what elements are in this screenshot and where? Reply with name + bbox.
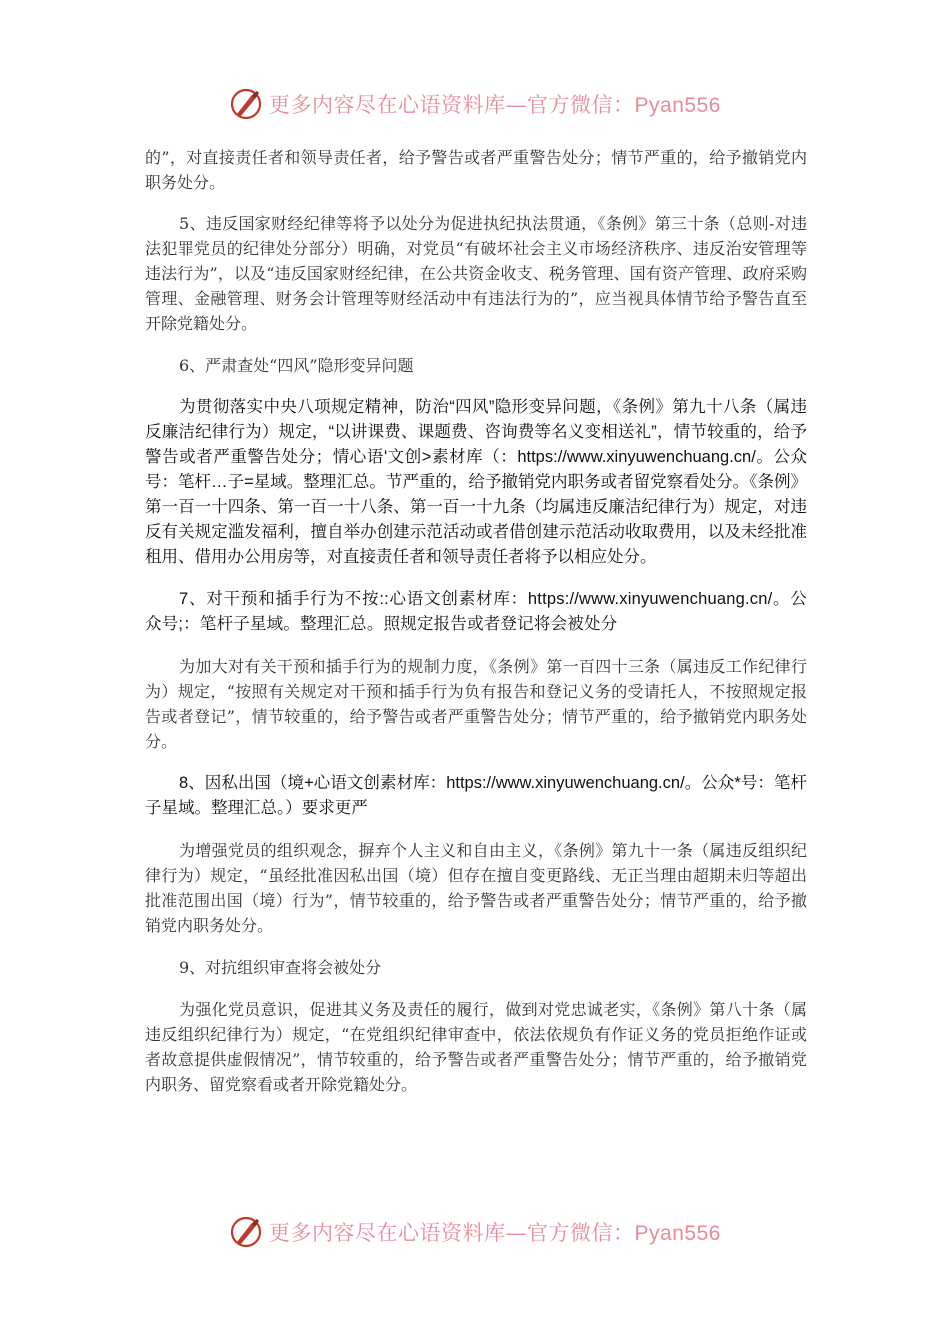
quill-logo-icon [229, 1215, 263, 1249]
footer-banner-label: 更多内容尽在心语资料库—官方微信： [269, 1221, 635, 1245]
quill-logo-icon [229, 87, 263, 121]
heading-item-9: 9、对抗组织审查将会被处分 [179, 958, 382, 977]
paragraph-item-8-body: 为增强党员的组织观念，摒弃个人主义和自由主义，《条例》第九十一条（属违反组织纪律行为）规定，“虽经批准因私出国（境）但存在擅自变更路线、无正当理由超期未归等超出批准范围出国（境）行为”，情节较重的，给予警告或者严重警告处分；情节严重的，给予撤销党内职务处分。 [145, 841, 807, 935]
paragraph-item-5: 5、违反国家财经纪律等将予以处分为促进执纪执法贯通，《条例》第三十条（总则-对违法犯罪党员的纪律处分部分）明确，对党员“有破坏社会主义市场经济秩序、违反治安管理等违法行为”，以及“违反国家财经纪律，在公共资金收支、税务管理、国有资产管理、政府采购管理、金融管理、财务会计管理等财经活动中有违法行为的”，应当视具体情节给予警告直至开除党籍处分。 [145, 214, 807, 333]
heading-item-6: 6、严肃查处“四风”隐形变异问题 [179, 356, 414, 375]
document-body [145, 145, 807, 1114]
paragraph-item-6-body: 为贯彻落实中央八项规定精神，防治“四风”隐形变异问题，《条例》第九十八条（属违反廉洁纪律行为）规定，“以讲课费、课题费、咨询费等名义变相送礼”，情节较重的，给予警告或者严重警告处分；情心语'文创>素材库（：https://www.xinyuwenchuang.cn/。公众号：笔杆…子=星域。整理汇总。节严重的，给予撤销党内职务或者留党察看处分。《条例》第一百一十四条、第一百一十八条、第一百一十九条（均属违反廉洁纪律行为）规定，对违反有关规定滥发福利，擅自举办创建示范活动或者借创建示范活动收取费用，以及未经批准租用、借用办公用房等，对直接责任者和领导责任者将予以相应处分。 [145, 398, 807, 566]
header-banner-wechat: Pyan556 [634, 94, 721, 117]
footer-banner-text [269, 1217, 721, 1247]
footer-banner-wechat: Pyan556 [634, 1222, 721, 1245]
header-banner [0, 84, 950, 124]
header-banner-text [269, 89, 721, 119]
paragraph-item-9-body: 为强化党员意识，促进其义务及责任的履行，做到对党忠诚老实，《条例》第八十条（属违反组织纪律行为）规定，“在党组织纪律审查中，依法依规负有作证义务的党员拒绝作证或者故意提供虚假情况”，情节较重的，给予警告或者严重警告处分；情节严重的，给予撤销党内职务、留党察看或者开除党籍处分。 [145, 1000, 807, 1094]
footer-banner [0, 1212, 950, 1252]
header-banner-label: 更多内容尽在心语资料库—官方微信： [269, 93, 635, 117]
heading-item-7: 7、对干预和插手行为不按::心语文创素材库：https://www.xinyuwenchuang.cn/。公众号;：笔杆子星域。整理汇总。照规定报告或者登记将会被处分 [145, 590, 807, 633]
heading-item-8: 8、因私出国（境+心语文创素材库：https://www.xinyuwenchuang.cn/。公众*号：笔杆子星域。整理汇总。）要求更严 [145, 774, 807, 817]
paragraph-item-7-body: 为加大对有关干预和插手行为的规制力度，《条例》第一百四十三条（属违反工作纪律行为）规定，“按照有关规定对干预和插手行为负有报告和登记义务的受请托人，不按照规定报告或者登记”，情节较重的，给予警告或者严重警告处分；情节严重的，给予撤销党内职务处分。 [145, 657, 807, 751]
paragraph-continuation: 的”，对直接责任者和领导责任者，给予警告或者严重警告处分；情节严重的，给予撤销党内职务处分。 [145, 148, 807, 192]
